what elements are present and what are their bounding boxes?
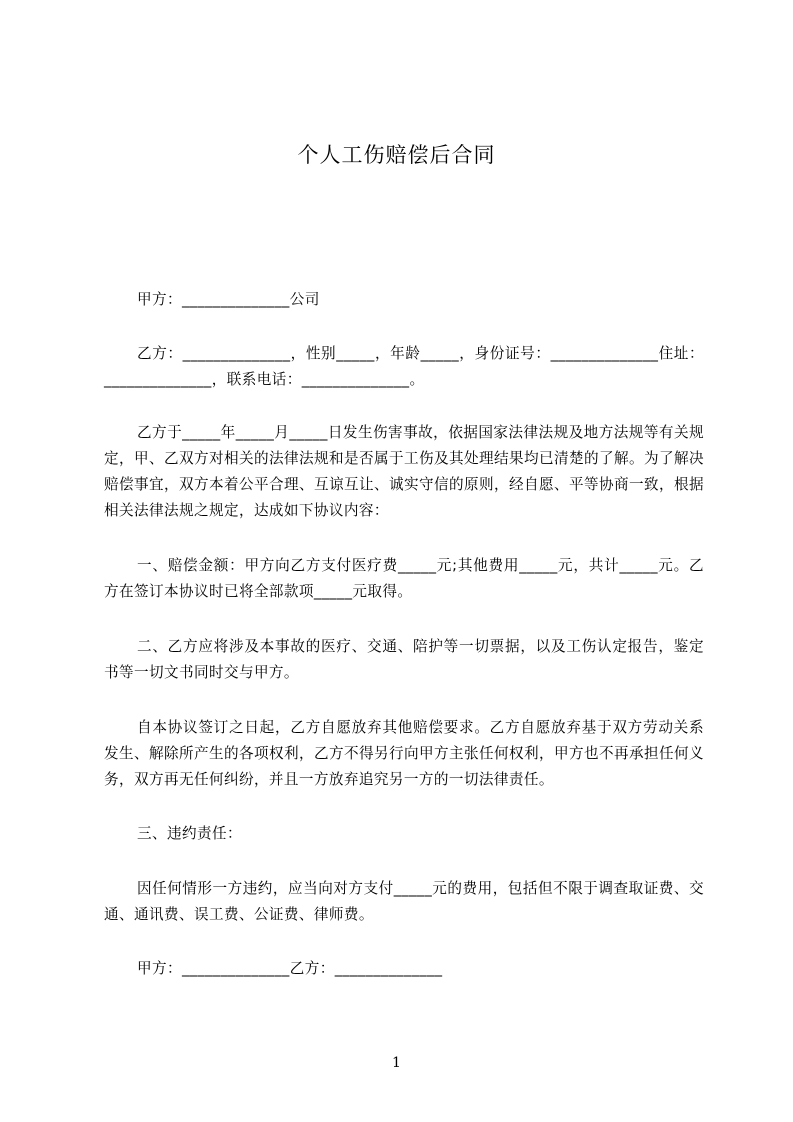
document-title: 个人工伤赔偿后合同 (297, 143, 496, 167)
party-b-info: 乙方：______________，性别_____，年龄_____，身份证号：______________住址：______________，联系电话：______________。 (104, 345, 704, 388)
preamble-paragraph: 乙方于_____年_____月_____日发生伤害事故，依据国家法律法规及地方法规等有关规定，甲、乙双方对相关的法律法规和是否属于工伤及其处理结果均已清楚的了解。为了解决赔偿事宜，双方本着公平合理、互谅互让、诚实守信的原则，经自愿、平等协商一致，根据相关法律法规之规定，达成如下协议内容： (104, 424, 704, 519)
signature-line: 甲方：______________乙方：______________ (137, 960, 443, 977)
waiver-paragraph: 自本协议签订之日起，乙方自愿放弃其他赔偿要求。乙方自愿放弃基于双方劳动关系发生、解除所产生的各项权利，乙方不得另行向甲方主张任何权利，甲方也不再承担任何义务，双方再无任何纠纷，并且一方放弃追究另一方的一切法律责任。 (104, 719, 704, 788)
party-a-line: 甲方：______________公司 (137, 291, 320, 308)
breach-paragraph: 因任何情形一方违约，应当向对方支付_____元的费用，包括但不限于调查取证费、交通、通讯费、误工费、公证费、律师费。 (104, 880, 704, 923)
clause-breach-heading: 三、违约责任： (137, 825, 242, 842)
page-number: 1 (392, 1055, 401, 1071)
clause-documents: 二、乙方应将涉及本事故的医疗、交通、陪护等一切票据，以及工伤认定报告，鉴定书等一切文书同时交与甲方。 (104, 638, 704, 681)
clause-compensation: 一、赔偿金额：甲方向乙方支付医疗费_____元;其他费用_____元，共计_____元。乙方在签订本协议时已将全部款项_____元取得。 (104, 557, 704, 600)
